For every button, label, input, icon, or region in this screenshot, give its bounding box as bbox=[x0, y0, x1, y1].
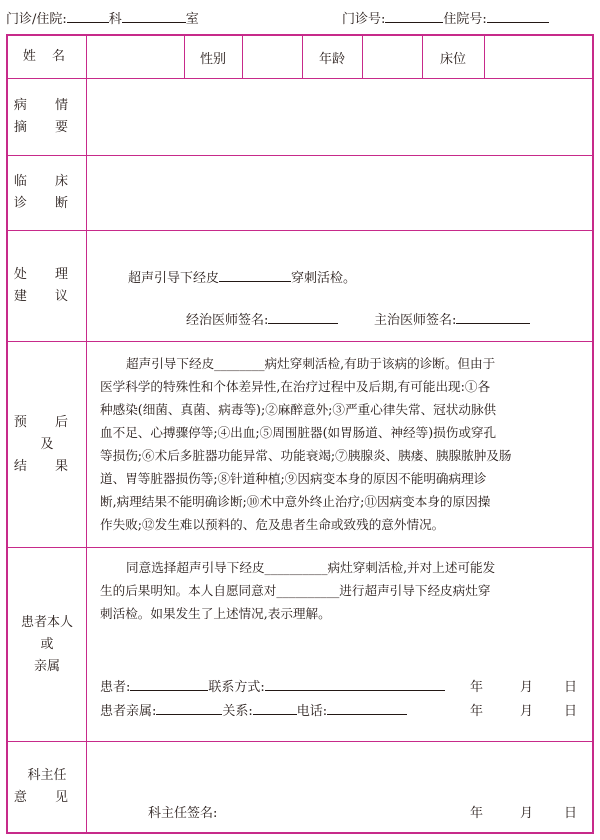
bed-label: 床位 bbox=[422, 36, 485, 78]
treatment-suggestion-label: 处 理 建 议 bbox=[8, 231, 87, 341]
relative-date-month: 月 bbox=[520, 704, 534, 719]
relative-date-day: 日 bbox=[564, 704, 578, 719]
clinic-no-blank[interactable] bbox=[385, 10, 443, 23]
relative-signature-line: 患者亲属: 关系: 电话: bbox=[100, 700, 407, 719]
consent-line: 生的后果明知。本人自愿同意对__________进行超声引导下经皮病灶穿 bbox=[100, 583, 491, 598]
patient-date-month: 月 bbox=[520, 680, 534, 695]
prognosis-line: 作失败;⑫发生难以预料的、危及患者生命或致残的意外情况。 bbox=[100, 517, 445, 532]
contact-blank[interactable] bbox=[265, 678, 445, 691]
prognosis-line: 血不足、心搏骤停等;④出血;⑤周围脏器(如胃肠道、神经等)损伤或穿孔 bbox=[100, 425, 497, 440]
header-left bbox=[6, 8, 199, 27]
prognosis-line: 道、胃等脏器损伤等;⑧针道种植;⑨因病变本身的原因不能明确病理诊 bbox=[100, 471, 487, 486]
patient-signature-blank[interactable] bbox=[130, 678, 208, 691]
clinical-diagnosis-label: 临 床 诊 断 bbox=[8, 156, 87, 230]
patient-consent-label: 患者本人 或 亲属 bbox=[8, 548, 87, 741]
consent-line: 同意选择超声引导下经皮__________病灶穿刺活检,并对上述可能发 bbox=[126, 560, 496, 575]
treatment-text: 超声引导下经皮 穿刺活检。 bbox=[128, 271, 357, 286]
treating-doctor-blank[interactable] bbox=[268, 311, 338, 324]
treatment-suggestion-row bbox=[8, 231, 592, 342]
director-date-day: 日 bbox=[564, 806, 578, 821]
condition-summary-row bbox=[8, 79, 592, 156]
patient-signature-line: 患者: 联系方式: bbox=[100, 676, 445, 695]
room-blank[interactable] bbox=[122, 10, 186, 23]
prognosis-line: 种感染(细菌、真菌、病毒等);②麻醉意外;③严重心律失常、冠状动脉供 bbox=[100, 402, 497, 417]
gender-label: 性别 bbox=[184, 36, 243, 78]
patient-date-day: 日 bbox=[564, 680, 578, 695]
consent-line: 刺活检。如果发生了上述情况,表示理解。 bbox=[100, 606, 331, 621]
prognosis-line: 医学科学的特殊性和个体差异性,在治疗过程中及后期,有可能出现:①各 bbox=[100, 379, 491, 394]
bed-field[interactable] bbox=[484, 36, 592, 78]
patient-date-year: 年 bbox=[470, 680, 484, 695]
director-opinion-row bbox=[8, 742, 592, 832]
name-field[interactable] bbox=[86, 36, 185, 78]
prognosis-row bbox=[8, 342, 592, 548]
visit-type-label: 门诊/住院: bbox=[6, 12, 67, 27]
gender-field[interactable] bbox=[242, 36, 303, 78]
prognosis-label: 预 后 及 结 果 bbox=[8, 342, 87, 547]
inpatient-no-label: 住院号: bbox=[443, 12, 487, 27]
consent-text bbox=[100, 556, 574, 625]
director-opinion-label: 科主任 意 见 bbox=[8, 742, 87, 832]
clinical-diagnosis-row bbox=[8, 156, 592, 231]
prognosis-line: 等损伤;⑥术后多脏器功能异常、功能衰竭;⑦胰腺炎、胰瘘、胰腺脓肿及肠 bbox=[100, 448, 512, 463]
relation-blank[interactable] bbox=[253, 702, 297, 715]
relative-signature-blank[interactable] bbox=[156, 702, 222, 715]
director-date-month: 月 bbox=[520, 806, 534, 821]
dept-blank[interactable] bbox=[67, 10, 109, 23]
attending-doctor-blank[interactable] bbox=[456, 311, 530, 324]
treating-doctor-signature: 经治医师签名: bbox=[186, 309, 338, 328]
age-label: 年龄 bbox=[302, 36, 363, 78]
patient-info-row bbox=[8, 36, 592, 79]
condition-summary-label: 病 情 摘 要 bbox=[8, 79, 87, 155]
director-signature-label: 科主任签名: bbox=[148, 806, 218, 821]
prognosis-line: 断,病理结果不能明确诊断;⑩术中意外终止治疗;⑪因病变本身的原因操 bbox=[100, 494, 491, 509]
room-suffix: 室 bbox=[185, 12, 199, 27]
form-header bbox=[6, 8, 594, 28]
director-date-year: 年 bbox=[470, 806, 484, 821]
prognosis-text bbox=[100, 352, 574, 536]
attending-doctor-signature: 主治医师签名: bbox=[374, 309, 530, 328]
dept-suffix: 科 bbox=[108, 12, 122, 27]
patient-consent-row bbox=[8, 548, 592, 742]
name-label: 姓 名 bbox=[8, 36, 87, 78]
consent-form-table bbox=[6, 34, 594, 834]
prognosis-line: 超声引导下经皮________病灶穿刺活检,有助于该病的诊断。但由于 bbox=[126, 356, 496, 371]
clinic-no-label: 门诊号: bbox=[342, 12, 386, 27]
phone-blank[interactable] bbox=[327, 702, 407, 715]
header-right bbox=[342, 8, 549, 27]
relative-date-year: 年 bbox=[470, 704, 484, 719]
procedure-blank[interactable] bbox=[219, 269, 291, 282]
age-field[interactable] bbox=[362, 36, 423, 78]
inpatient-no-blank[interactable] bbox=[487, 10, 549, 23]
